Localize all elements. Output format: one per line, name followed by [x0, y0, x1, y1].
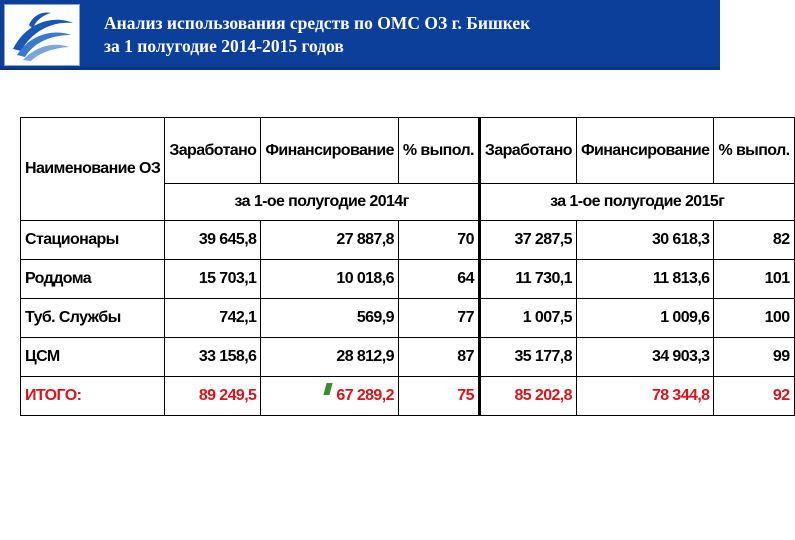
cell: 11 730,1	[479, 260, 576, 299]
cell: 100	[714, 299, 794, 338]
period-2015: за 1-ое полугодие 2015г	[479, 184, 794, 221]
table-row	[21, 260, 795, 299]
header-name: Наименование ОЗ	[21, 118, 165, 221]
table-row	[21, 299, 795, 338]
total-name: ИТОГО:	[21, 377, 165, 416]
table-row	[21, 338, 795, 377]
cell: 1 009,6	[576, 299, 714, 338]
period-2014: за 1-ое полугодие 2014г	[165, 184, 480, 221]
cell: 99	[714, 338, 794, 377]
cell: 101	[714, 260, 794, 299]
header-percent-2015: % выпол.	[714, 118, 794, 184]
header-banner	[0, 0, 720, 70]
cell: 87	[398, 338, 479, 377]
total-cell: 89 249,5	[165, 377, 261, 416]
oms-funds-table	[20, 117, 795, 416]
total-cell: 78 344,8	[576, 377, 714, 416]
cell: 77	[398, 299, 479, 338]
row-name: Стационары	[21, 221, 165, 260]
cell: 27 887,8	[261, 221, 399, 260]
cell: 70	[398, 221, 479, 260]
total-cell: 67 289,2	[261, 377, 399, 416]
total-row	[21, 377, 795, 416]
total-cell: 92	[714, 377, 794, 416]
title-line-1: Анализ использования средств по ОМС ОЗ г. Бишкек	[104, 13, 531, 33]
header-percent-2014: % выпол.	[398, 118, 479, 184]
cell: 34 903,3	[576, 338, 714, 377]
total-cell: 85 202,8	[479, 377, 576, 416]
row-name: ЦСМ	[21, 338, 165, 377]
table-row	[21, 221, 795, 260]
header-earned-2015: Заработано	[479, 118, 576, 184]
header-financing-2015: Финансирование	[576, 118, 714, 184]
cell: 64	[398, 260, 479, 299]
cell: 33 158,6	[165, 338, 261, 377]
cell: 11 813,6	[576, 260, 714, 299]
cell: 10 018,6	[261, 260, 399, 299]
header-financing-2014: Финансирование	[261, 118, 399, 184]
header-earned-2014: Заработано	[165, 118, 261, 184]
cell: 1 007,5	[479, 299, 576, 338]
cell: 15 703,1	[165, 260, 261, 299]
cell: 742,1	[165, 299, 261, 338]
cell: 39 645,8	[165, 221, 261, 260]
cell: 569,9	[261, 299, 399, 338]
ribbon-swoosh-logo-icon	[4, 4, 80, 66]
row-name: Туб. Службы	[21, 299, 165, 338]
page-title	[104, 12, 530, 58]
title-line-2: за 1 полугодие 2014-2015 годов	[104, 36, 344, 56]
header-row	[21, 118, 795, 184]
cell: 28 812,9	[261, 338, 399, 377]
cell: 82	[714, 221, 794, 260]
total-cell: 75	[398, 377, 479, 416]
row-name: Роддома	[21, 260, 165, 299]
cell: 37 287,5	[479, 221, 576, 260]
cell: 30 618,3	[576, 221, 714, 260]
cell: 35 177,8	[479, 338, 576, 377]
